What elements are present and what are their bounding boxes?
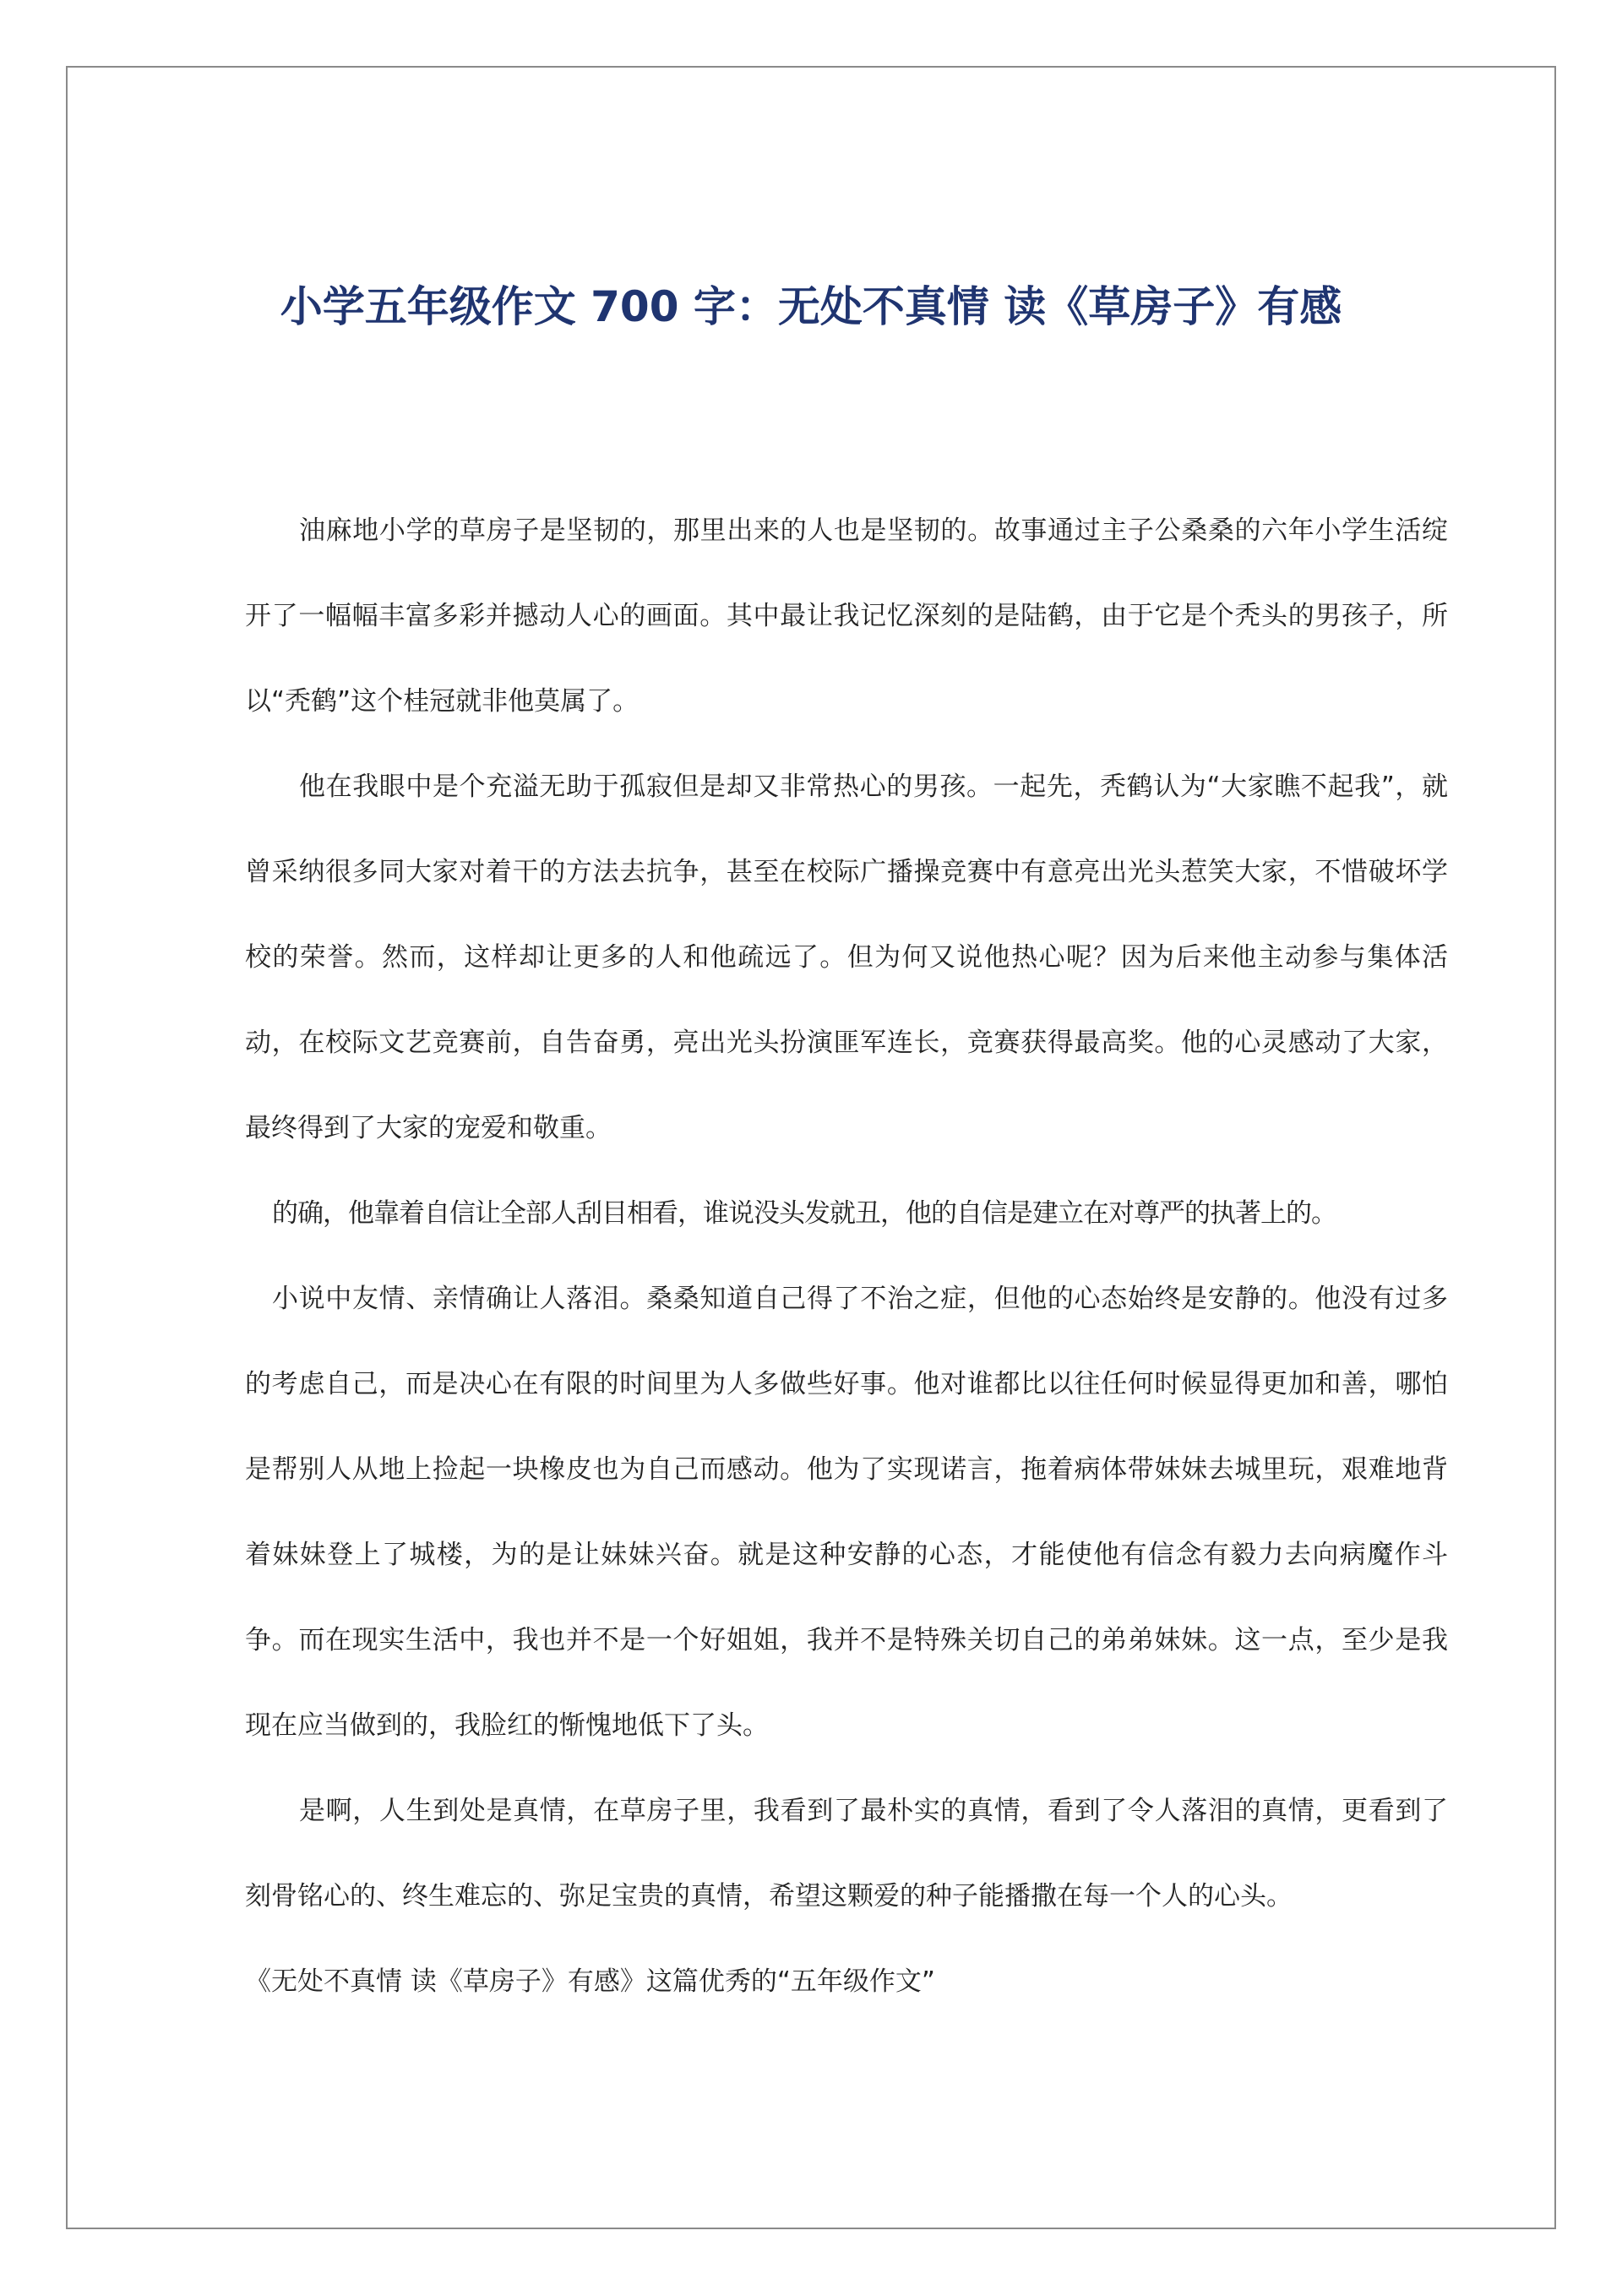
closing-line: 《无处不真情 读《草房子》有感》这篇优秀的“五年级作文” [245, 1966, 935, 1997]
document-body [245, 488, 1448, 2025]
paragraph-3: 的确，他靠着自信让全部人刮目相看，谁说没头发就丑，他的自信是建立在对尊严的执著上的。 [272, 1198, 1336, 1229]
document-title: 小学五年级作文 700 字：无处不真情 读《草房子》有感 [280, 282, 1342, 331]
document-page [66, 66, 1556, 2229]
paragraph-2: 他在我眼中是个充溢无助于孤寂但是却又非常热心的男孩。一起先，秃鹤认为“大家瞧不起我”，就曾采纳很多同大家对着干的方法去抗争，甚至在校际广播操竞赛中有意亮出光头惹笑大家，不惜破坏学校的荣誉。然而，这样却让更多的人和他疏远了。但为何又说他热心呢？因为后来他主动参与集体活动，在校际文艺竞赛前，自告奋勇，亮出光头扮演匪军连长，竞赛获得最高奖。他的心灵感动了大家，最终得到了大家的宠爱和敬重。 [245, 772, 1448, 1143]
paragraph-5: 是啊，人生到处是真情，在草房子里，我看到了最朴实的真情，看到了令人落泪的真情，更看到了刻骨铭心的、终生难忘的、弥足宝贵的真情，希望这颗爱的种子能播撒在每一个人的心头。 [245, 1796, 1448, 1912]
paragraph-1: 油麻地小学的草房子是坚韧的，那里出来的人也是坚韧的。故事通过主子公桑桑的六年小学生活绽开了一幅幅丰富多彩并撼动人心的画面。其中最让我记忆深刻的是陆鹤，由于它是个秃头的男孩子，所以“秃鹤”这个桂冠就非他莫属了。 [245, 515, 1448, 717]
paragraph-4: 小说中友情、亲情确让人落泪。桑桑知道自己得了不治之症，但他的心态始终是安静的。他没有过多的考虑自己，而是决心在有限的时间里为人多做些好事。他对谁都比以往任何时候显得更加和善，哪怕是帮别人从地上捡起一块橡皮也为自己而感动。他为了实现诺言，拖着病体带妹妹去城里玩，艰难地背着妹妹登上了城楼，为的是让妹妹兴奋。就是这种安静的心态，才能使他有信念有毅力去向病魔作斗争。而在现实生活中，我也并不是一个好姐姐，我并不是特殊关切自己的弟弟妹妹。这一点，至少是我现在应当做到的，我脸红的惭愧地低下了头。 [245, 1284, 1448, 1741]
